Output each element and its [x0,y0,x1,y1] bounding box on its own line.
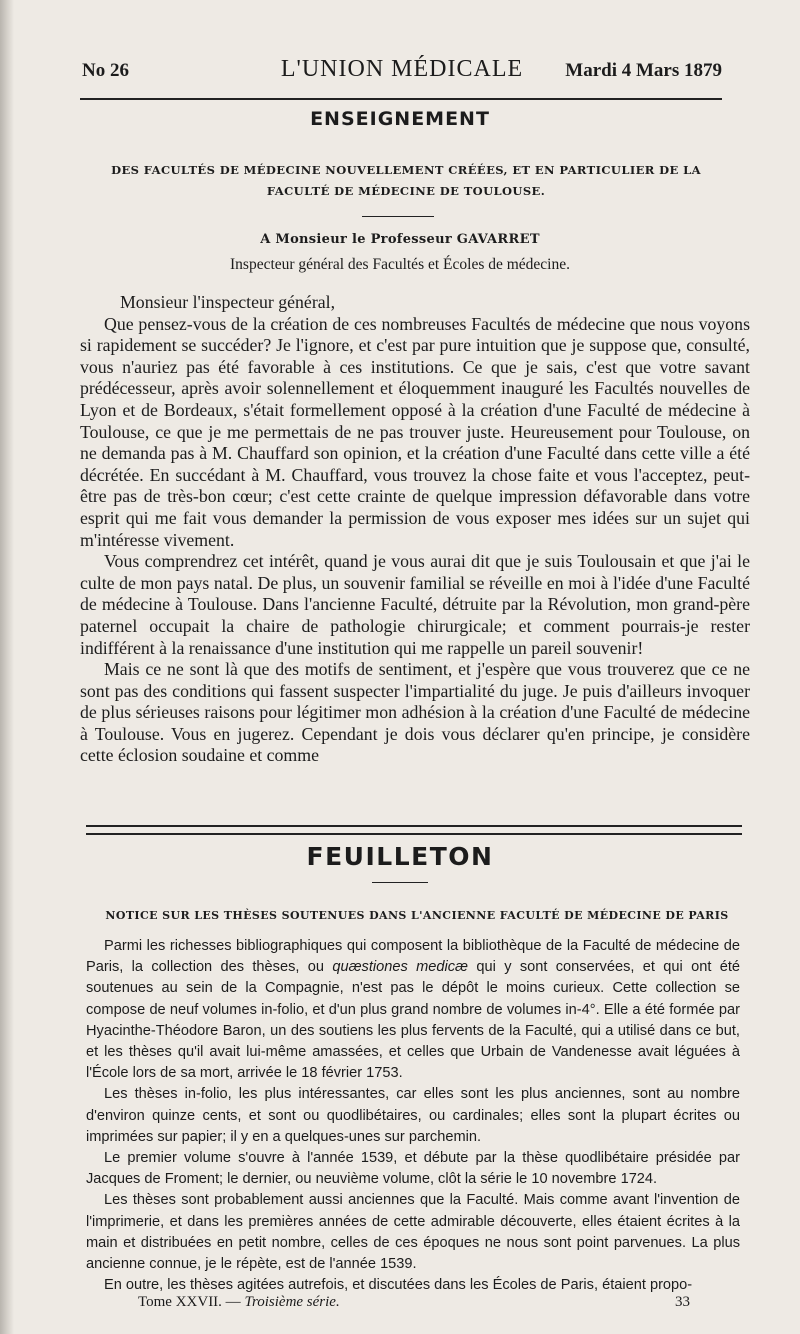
page-footer [138,1294,690,1314]
article-body [80,292,750,767]
page-header [82,56,722,90]
tome-number: Tome XXVII. — [138,1294,245,1310]
feuilleton-paragraph: Le premier volume s'ouvre à l'année 1539, et débute par la thèse quodlibétaire présidée par Jacques de Froment; le dernier, ou neuvième volume, clôt la série le 10 novembre 1724. [86,1150,740,1188]
feuilleton-paragraph: En outre, les thèses agitées autrefois, et discutées dans les Écoles de Paris, étaient propo- [104,1277,693,1294]
tome-label [138,1294,340,1311]
issue-number: No 26 [82,60,129,81]
salutation: Monsieur l'inspecteur général, [120,292,336,312]
feuilleton-body [86,936,740,1296]
feuilleton-paragraph [86,936,740,1084]
journal-title: L'UNION MÉDICALE [280,56,524,82]
text-run: Parmi les richesses bibliographiques qui composent la bibliothèque de la Faculté de médecine de Paris, la collection des thèses, ou [86,938,740,976]
article-paragraph: Vous comprendrez cet intérêt, quand je vous aurai dit que je suis Toulousain et que j'ai le culte de mon pays natal. De plus, un souvenir familial se réveille en moi à l'idée d'une Faculté de médecine à Toulouse. Dans l'ancienne Faculté, détruite par la Révolution, mon grand-père paternel occupait la chaire de pathologie chirurgicale; et comment pourrais-je rester indifférent à la renaissance d'une institution qui me rappelle un pareil souvenir! [80,551,750,658]
section-title: ENSEIGNEMENT [310,108,490,130]
feuilleton-separator [86,825,742,835]
addressee-role: Inspecteur général des Facultés et Écoles de médecine. [230,256,570,273]
feuilleton-title: FEUILLETON [306,842,494,871]
article-paragraph: Mais ce ne sont là que des motifs de sentiment, et j'espère que vous trouverez que ce ne sont pas des conditions qui fassent suspecter l'impartialité du juge. Je puis d'ailleurs invoquer de plus sérieuses raisons pour légitimer mon adhésion à la création d'une Faculté de médecine à Toulouse. Vous en jugerez. Cependant je dois vous déclarer qu'en principe, je considère cette éclosion soudaine et comme [80,659,750,766]
notice-title: NOTICE SUR LES THÈSES SOUTENUES DANS L'ANCIENNE FACULTÉ DE MÉDECINE DE PARIS [105,909,729,922]
series-label: Troisième série. [244,1294,340,1310]
feuilleton-divider [372,882,428,883]
page-number: 33 [675,1294,690,1310]
header-rule [80,98,722,100]
addressee: A Monsieur le Professeur GAVARRET [260,232,540,247]
italic-term: quæstiones medicæ [332,959,469,976]
issue-date: Mardi 4 Mars 1879 [565,60,722,81]
feuilleton-paragraph: Les thèses sont probablement aussi anciennes que la Faculté. Mais comme avant l'invention de l'imprimerie, et dans les premières années de cette admirable découverte, elles étaient écrites à la main et distribuées en petit nombre, celles de ces époques ne nous sont point parvenues. La plus ancienne connue, je le répète, est de l'année 1539. [86,1192,740,1273]
article-paragraph: Que pensez-vous de la création de ces nombreuses Facultés de médecine que nous voyons si rapidement se succéder? Je l'ignore, et c'est par pure intuition que je suppose que, consulté, vous n'auriez pas été favorable à ces institutions. Ce que je sais, c'est que votre savant prédécesseur, après avoir solennellement et éloquemment inauguré les Facultés nouvelles de Lyon et de Bordeaux, s'était formellement opposé à la création d'une Faculté de médecine à Toulouse, ce que je me permettais de ne pas trouver juste. Heureusement pour Toulouse, on ne demanda pas à M. Chauffard son opinion, et la création d'une Faculté dans cette ville a été décrétée. En succédant à M. Chauffard, vous trouvez la chose faite et vous l'acceptez, peut-être pas de très-bon cœur; c'est cette crainte de quelque impression défavorable dans votre esprit qui me fait vous demander la permission de vous exposer mes idées sur un sujet qui m'intéresse vivement. [80,313,750,550]
feuilleton-paragraph: Les thèses in-folio, les plus intéressantes, car elles sont les plus anciennes, sont au nombre d'environ quinze cents, et sont ou quodlibétaires, ou cardinales; elles sont la plupart écrites ou imprimées sur papier; il y en a quelques-unes sur parchemin. [86,1086,740,1145]
page-edge-shadow [0,0,14,1334]
article-subtitle: DES FACULTÉS DE MÉDECINE NOUVELLEMENT CRÉÉES, ET EN PARTICULIER DE LA FACULTÉ DE MÉDECINE DE TOULOUSE. [111,163,701,198]
text-run: qui y sont conservées, et qui ont été soutenues au sein de la Compagnie, n'est pas le dépôt le moins curieux. Cette collection se compose de neuf volumes in-folio, et d'un plus grand nombre de volumes in-4°. Elle a été formée par Hyacinthe-Théodore Baron, un des soutiens les plus fervents de la Faculté, qui a utilisé dans ce but, et les thèses qu'il avait lui-même amassées, et celles que Urbain de Vandenesse avait léguées à l'École lors de sa mort, arrivée le 18 février 1753. [86,959,740,1082]
subtitle-divider [362,216,434,217]
